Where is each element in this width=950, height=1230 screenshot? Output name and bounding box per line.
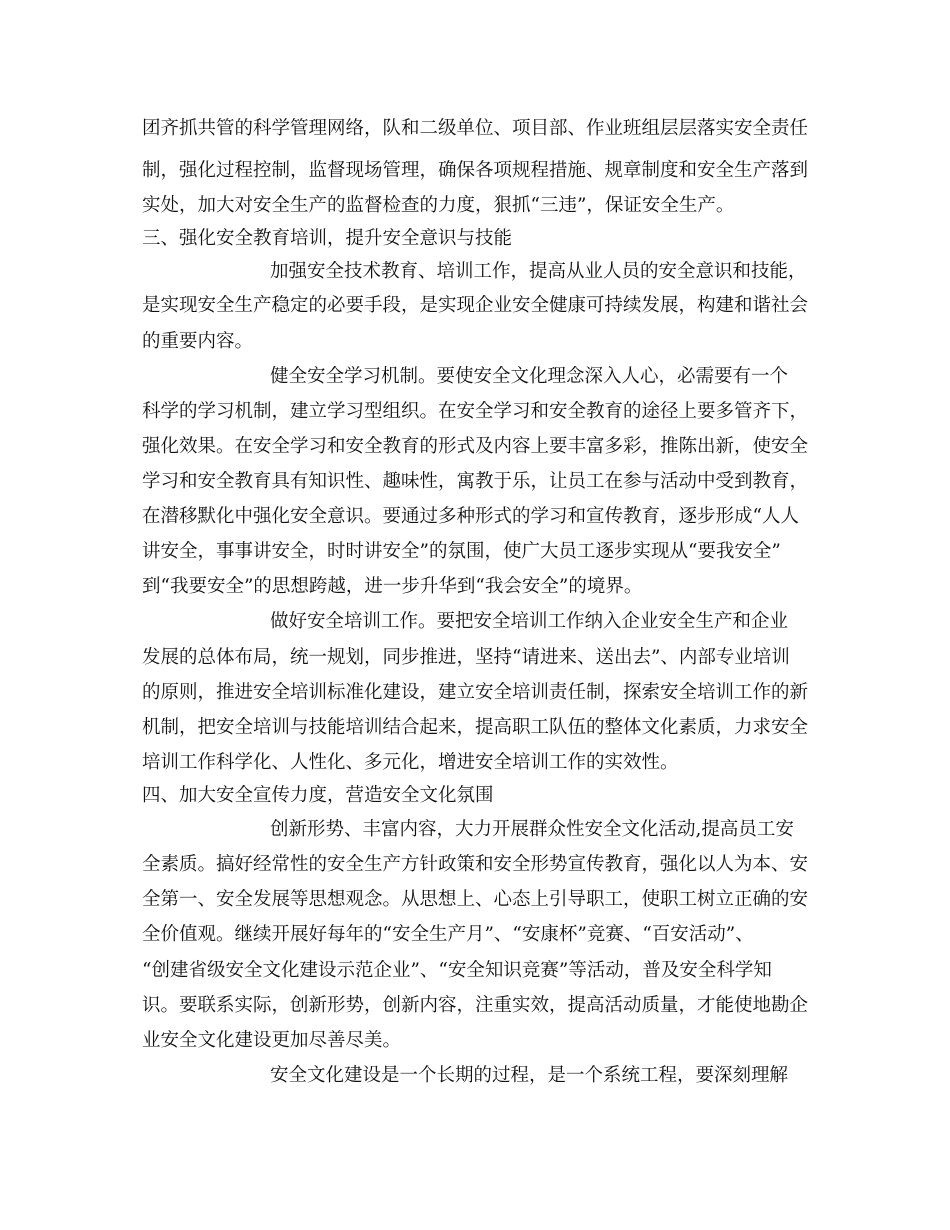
text-line: 的重要内容。: [142, 331, 254, 352]
text-line: 强化效果。在安全学习和安全教育的形式及内容上要丰富多彩，推陈出新，使安全: [142, 436, 809, 457]
section-heading: 三、强化安全教育培训，提升安全意识与技能: [142, 228, 513, 249]
text-line: 全第一、安全发展等思想观念。从思想上、心态上引导职工，使职工树立正确的安: [142, 889, 809, 910]
paragraph-first-line: 做好安全培训工作。要把安全培训工作纳入企业安全生产和企业: [270, 611, 789, 632]
text-line: 是实现安全生产稳定的必要手段，是实现企业安全健康可持续发展，构建和谐社会: [142, 295, 809, 316]
text-line: 科学的学习机制，建立学习型组织。在安全学习和安全教育的途径上要多管齐下，: [142, 401, 809, 422]
text-line: 在潜移默化中强化安全意识。要通过多种形式的学习和宣传教育，逐步形成“人人: [142, 506, 799, 527]
text-line: 机制，把安全培训与技能培训结合起来，提高职工队伍的整体文化素质，力求安全: [142, 717, 809, 738]
text-line: 学习和安全教育具有知识性、趣味性，寓教于乐，让员工在参与活动中受到教育，: [142, 471, 809, 492]
text-line: 发展的总体布局，统一规划，同步推进，坚持“请进来、送出去”、内部专业培训: [142, 647, 790, 668]
paragraph-first-line: 创新形势、丰富内容，大力开展群众性安全文化活动,提高员工安: [270, 819, 794, 840]
text-line: 的原则，推进安全培训标准化建设，建立安全培训责任制，探索安全培训工作的新: [142, 682, 809, 703]
text-line: 团齐抓共管的科学管理网络，队和二级单位、项目部、作业班组层层落实安全责任: [142, 118, 809, 139]
text-line: 到“我要安全”的思想跨越，进一步升华到“我会安全”的境界。: [142, 576, 643, 597]
text-line: 培训工作科学化、人性化、多元化，增进安全培训工作的实效性。: [142, 752, 679, 773]
paragraph-first-line: 加强安全技术教育、培训工作，提高从业人员的安全意识和技能，: [270, 261, 807, 282]
text-line: “创建省级安全文化建设示范企业”、“安全知识竞赛”等活动，普及安全科学知: [142, 960, 772, 981]
text-line: 识。要联系实际，创新形势，创新内容，注重实效，提高活动质量，才能使地勘企: [142, 995, 809, 1016]
text-line: 全素质。搞好经常性的安全生产方针政策和安全形势宣传教育，强化以人为本、安: [142, 854, 809, 875]
text-line: 实处，加大对安全生产的监督检查的力度，狠抓“三违”，保证安全生产。: [142, 195, 735, 216]
text-line: 业安全文化建设更加尽善尽美。: [142, 1030, 402, 1051]
paragraph-first-line: 安全文化建设是一个长期的过程，是一个系统工程，要深刻理解: [270, 1065, 789, 1086]
text-line: 讲安全，事事讲安全，时时讲安全”的氛围，使广大员工逐步实现从“要我安全”: [142, 541, 781, 562]
text-line: 全价值观。继续开展好每年的“安全生产月”、“安康杯”竞赛、“百安活动”、: [142, 924, 754, 945]
section-heading: 四、加大安全宣传力度，营造安全文化氛围: [142, 785, 494, 806]
paragraph-first-line: 健全安全学习机制。要使安全文化理念深入人心，必需要有一个: [270, 366, 789, 387]
text-line: 制，强化过程控制，监督现场管理，确保各项规程措施、规章制度和安全生产落到: [142, 160, 809, 181]
